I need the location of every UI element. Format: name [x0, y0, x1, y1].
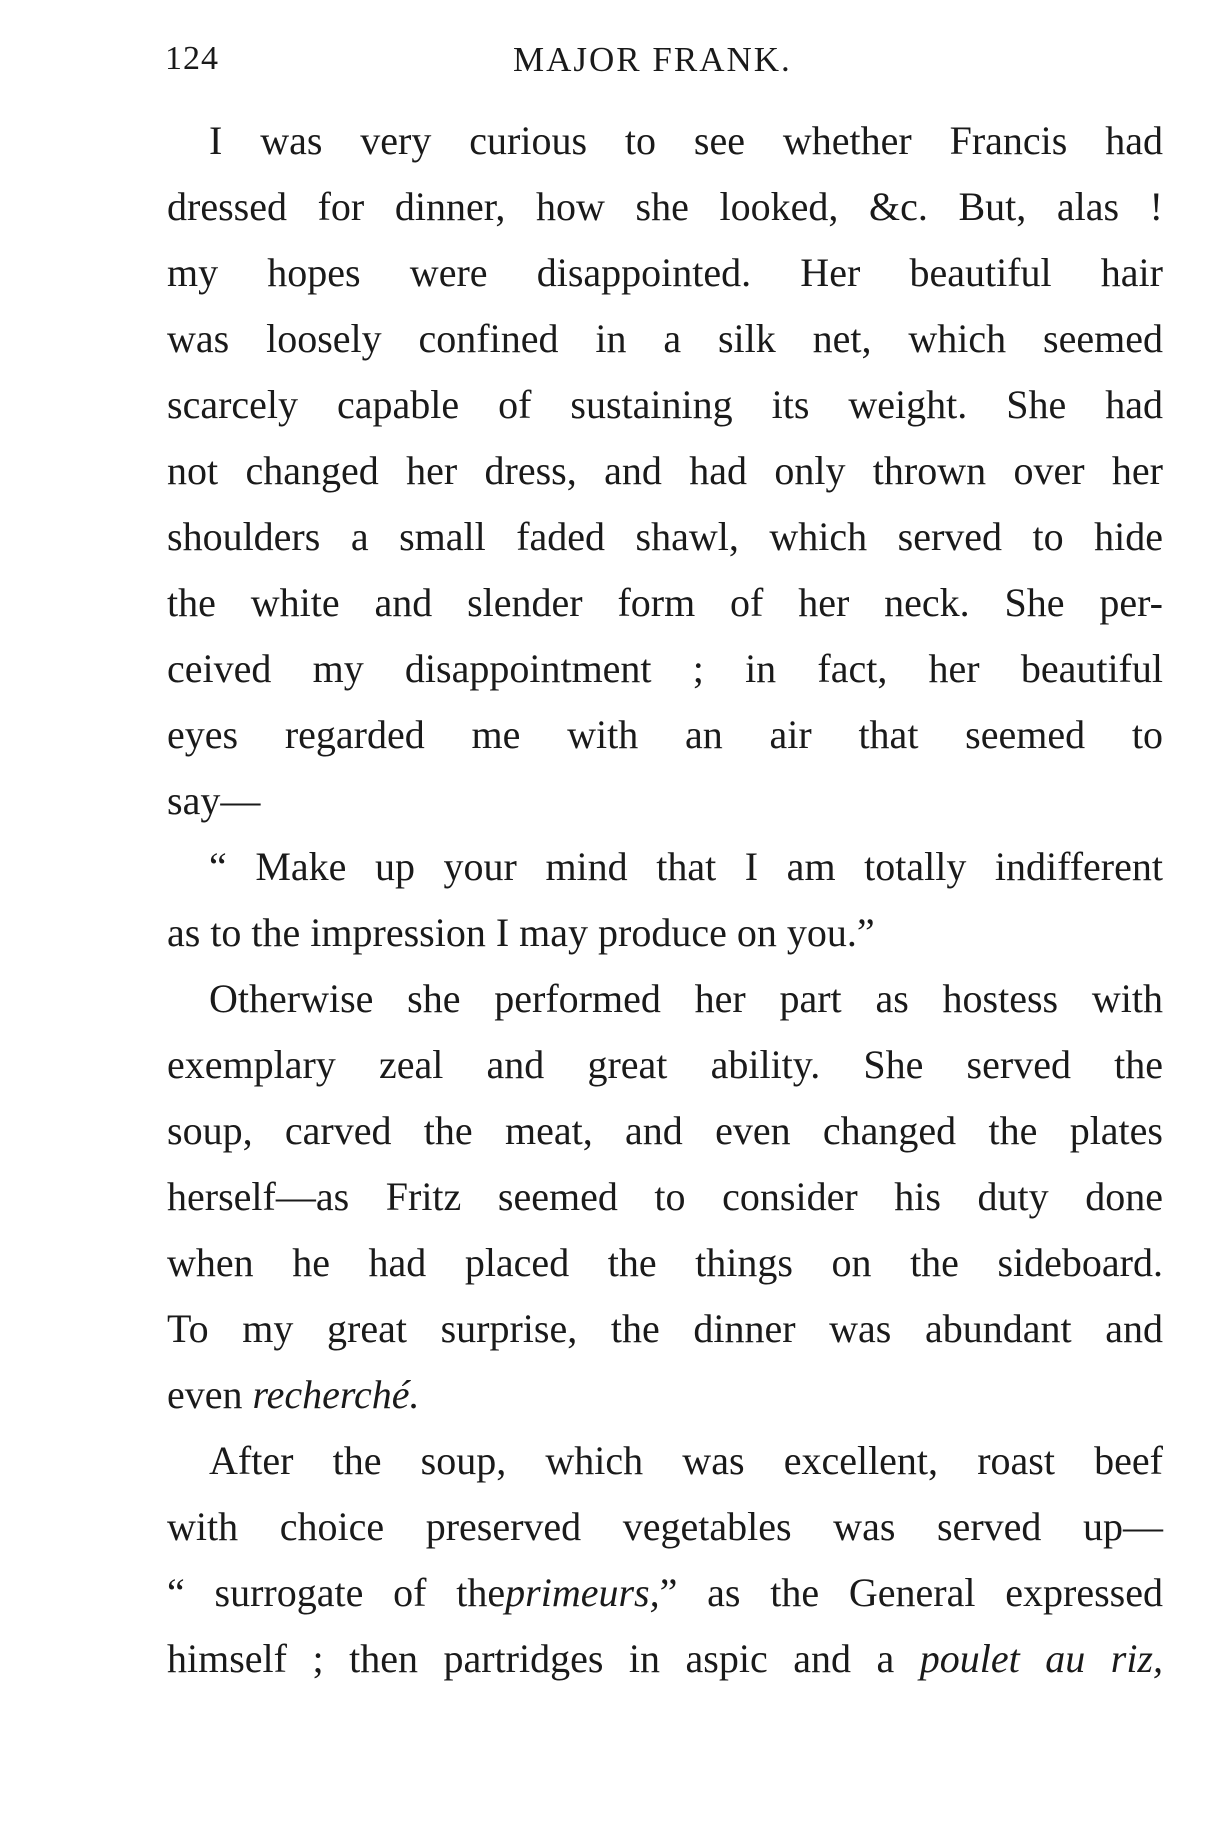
text-line: herself—as Fritz seemed to consider his duty done — [167, 1174, 1163, 1219]
text-line: “ Make up your mind that I am totally indifferent — [209, 844, 1163, 889]
text-line — [167, 1362, 1163, 1428]
italic-text: poulet au riz, — [919, 1636, 1164, 1681]
text-segment: even — [167, 1372, 243, 1417]
text-line: Otherwise she performed her part as hostess with — [209, 976, 1163, 1021]
text-line: not changed her dress, and had only thrown over her — [167, 448, 1163, 493]
text-line: with choice preserved vegetables was served up— — [167, 1504, 1163, 1549]
text-line: I was very curious to see whether Francis had — [209, 118, 1163, 163]
text-line: say— — [167, 778, 261, 823]
text-line: After the soup, which was excellent, roast beef — [209, 1438, 1163, 1483]
text-segment: himself ; then partridges in aspic and a — [167, 1636, 895, 1681]
text-line: ceived my disappointment ; in fact, her beautiful — [167, 646, 1163, 691]
text-line: soup, carved the meat, and even changed the plates — [167, 1108, 1163, 1153]
italic-text: primeurs, — [505, 1570, 660, 1615]
italic-text: recherché. — [252, 1372, 420, 1417]
body-text — [167, 108, 1163, 1692]
page-number: 124 — [165, 40, 219, 77]
page-header — [165, 40, 1165, 90]
text-line: dressed for dinner, how she looked, &c. But, alas ! — [167, 184, 1163, 229]
text-line: the white and slender form of her neck. She per- — [167, 580, 1163, 625]
text-segment: ” as the General expressed — [659, 1570, 1163, 1615]
text-line: shoulders a small faded shawl, which served to hide — [167, 514, 1163, 559]
text-line — [167, 1560, 1163, 1626]
text-segment: “ surrogate of the — [167, 1570, 506, 1615]
running-head: MAJOR FRANK. — [513, 40, 792, 79]
text-line: when he had placed the things on the sideboard. — [167, 1240, 1163, 1285]
text-line: eyes regarded me with an air that seemed to — [167, 712, 1163, 757]
text-line: my hopes were disappointed. Her beautiful hair — [167, 250, 1163, 295]
text-line: was loosely confined in a silk net, which seemed — [167, 316, 1163, 361]
text-line — [167, 1626, 1163, 1692]
text-line: as to the impression I may produce on you.” — [167, 910, 875, 955]
text-line: exemplary zeal and great ability. She served the — [167, 1042, 1163, 1087]
text-line: scarcely capable of sustaining its weight. She had — [167, 382, 1163, 427]
text-line: To my great surprise, the dinner was abundant and — [167, 1306, 1163, 1351]
